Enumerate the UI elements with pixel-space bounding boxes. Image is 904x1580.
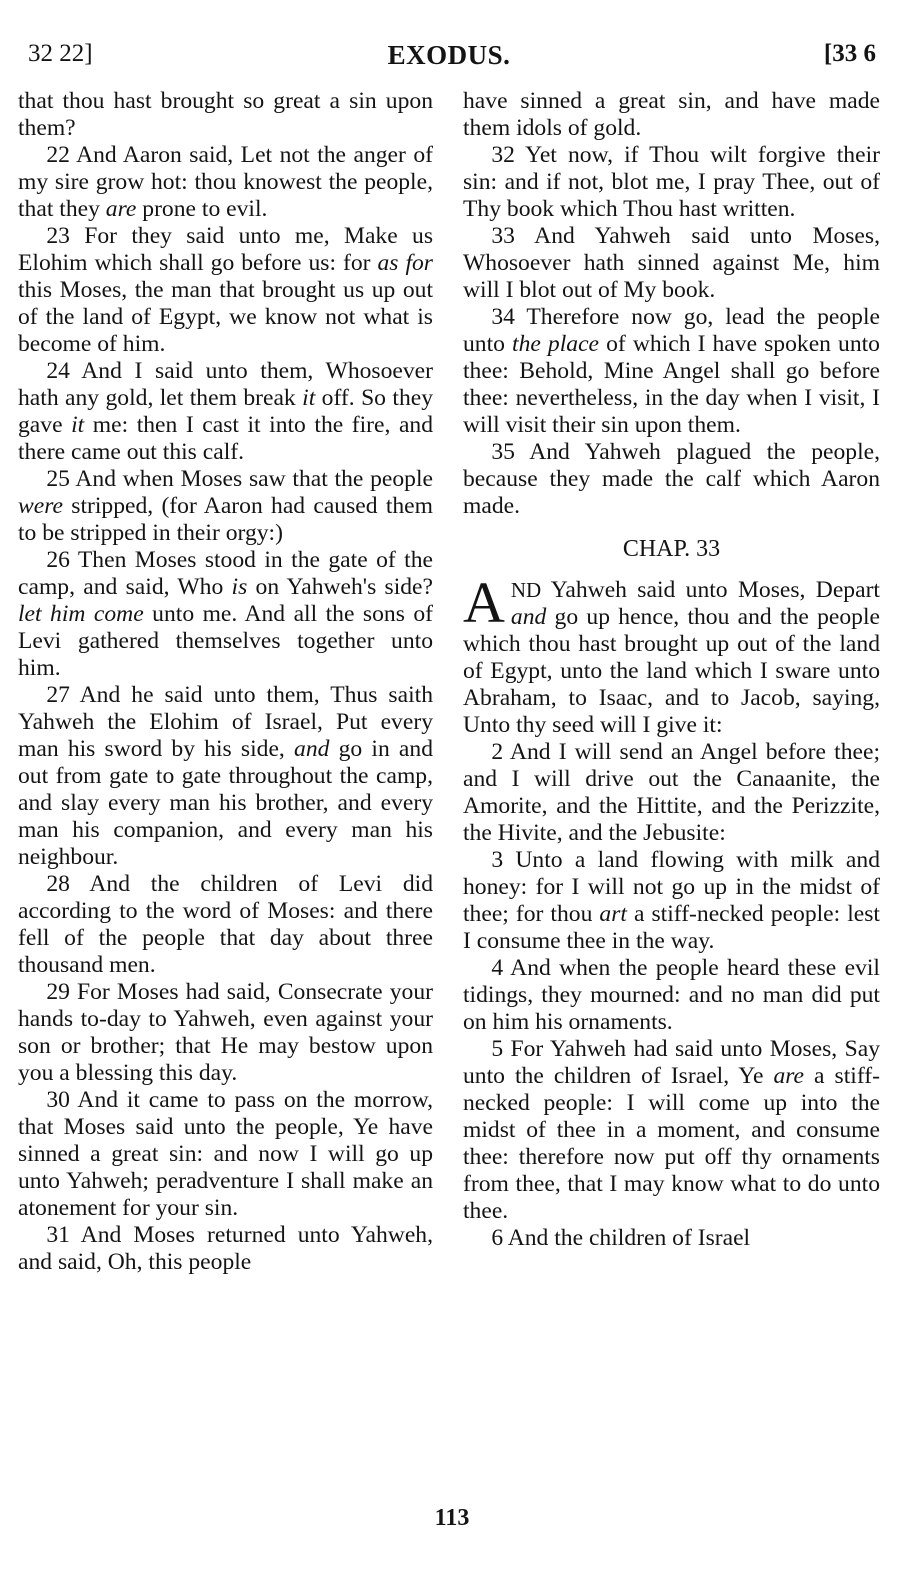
verse-text: 28 And the children of Levi did according to the word of Moses: and there fell of the people that day about three thousand men. <box>18 871 433 978</box>
verse-paragraph <box>18 223 433 358</box>
italic-text: are <box>105 196 137 222</box>
verse-paragraph <box>463 1225 880 1252</box>
verse-text: on Yahweh's side? <box>247 574 434 600</box>
verse-paragraph <box>463 739 880 847</box>
verse-text: 4 And when the people heard these evil tidings, they mourned: and no man did put on him his ornaments. <box>463 955 880 1035</box>
header-right-reference: [33 6 <box>823 40 876 67</box>
verse-text: me: then I cast it into the fire, and there came out this calf. <box>18 412 434 465</box>
verse-text: have sinned a great sin, and have made them idols of gold. <box>463 88 880 141</box>
verse-paragraph <box>18 979 433 1087</box>
verse-paragraph <box>18 547 433 682</box>
verse-text: 3 Unto a land flowing with milk and honey: for I will not go up in the midst of thee; for thou <box>463 847 880 927</box>
italic-text: let him come <box>18 601 144 627</box>
italic-text: as for <box>377 250 433 276</box>
italic-text: and <box>510 604 547 630</box>
verse-paragraph <box>463 847 880 955</box>
verse-paragraph <box>18 682 433 871</box>
verse-text: Yahweh said unto Moses, Depart <box>541 577 880 603</box>
verse-text: 2 And I will send an Angel before thee; and I will drive out the Canaanite, the Amorite, and the Hittite, and the Perizzite, the Hivite, and the Jebusite: <box>463 739 880 846</box>
verse-paragraph <box>18 88 433 142</box>
verse-text: 23 For they said unto me, Make us Elohim which shall go before us: for <box>18 223 433 276</box>
page-number: 113 <box>434 1505 470 1531</box>
verse-text: this Moses, the man that brought us up out of the land of Egypt, we know not what is become of him. <box>18 277 433 357</box>
verse-text: off. So they gave <box>18 385 434 438</box>
verse-text: 24 And I said unto them, Whosoever hath any gold, let them break <box>18 358 433 411</box>
verse-text: 33 And Yahweh said unto Moses, Whosoever hath sinned against Me, him will I blot out of My book. <box>463 223 880 303</box>
italic-text: is <box>231 574 248 600</box>
verse-text: 29 For Moses had said, Consecrate your hands to-day to Yahweh, even against your son or brother; that He may bestow upon you a blessing this day. <box>18 979 433 1086</box>
verse-paragraph <box>18 358 433 466</box>
verse-text: 34 Therefore now go, lead the people unto <box>463 304 880 357</box>
chapter-heading: CHAP. 33 <box>622 536 721 562</box>
verse-text: prone to evil. <box>136 196 268 222</box>
verse-text: 35 And Yahweh plagued the people, because they made the calf which Aaron made. <box>463 439 880 519</box>
chapter-first-verse <box>463 570 880 739</box>
verse-text: 32 Yet now, if Thou wilt forgive their sin: and if not, blot me, I pray Thee, out of Thy book which Thou hast written. <box>463 142 880 222</box>
verse-text: a stiff-necked people: I will come up into the midst of thee in a moment, and consume thee: therefore now put off thy ornaments from thee, that I may know what to do unto thee. <box>463 1063 880 1224</box>
verse-text: 30 And it came to pass on the morrow, that Moses said unto the people, Ye have sinned a great sin: and now I will go up unto Yahweh; peradventure I shall make an atonement for your sin. <box>18 1087 433 1221</box>
italic-text: were <box>18 493 63 519</box>
chapter-smallcaps: ND <box>510 578 542 602</box>
verse-text: of which I have spoken unto thee: Behold, Mine Angel shall go before thee: nevertheless, in the day when I visit, I will visit their sin upon them. <box>463 331 880 438</box>
header-left-reference: 32 22] <box>28 40 93 67</box>
verse-paragraph <box>463 223 880 304</box>
verse-paragraph <box>463 304 880 439</box>
verse-text: 27 And he said unto them, Thus saith Yahweh the Elohim of Israel, Put every man his sword by his side, <box>18 682 433 762</box>
verse-paragraph <box>18 1222 433 1276</box>
verse-paragraph <box>463 1036 880 1225</box>
running-header <box>18 40 880 80</box>
italic-text: the place <box>512 331 600 357</box>
right-column <box>463 88 880 1252</box>
verse-text: 26 Then Moses stood in the gate of the camp, and said, Who <box>18 547 433 600</box>
left-column <box>18 88 433 1276</box>
verse-text: go in and out from gate to gate throughout the camp, and slay every man his brother, and every man his companion, and every man his neighbour. <box>18 736 433 870</box>
verse-text: a stiff-necked people: lest I consume thee in the way. <box>463 901 880 954</box>
verse-text: unto me. And all the sons of Levi gathered themselves together unto him. <box>18 601 433 681</box>
italic-text: and <box>294 736 330 762</box>
right-column-verses-ch32 <box>463 88 880 520</box>
verse-paragraph <box>18 466 433 547</box>
verse-text: 5 For Yahweh had said unto Moses, Say unto the children of Israel, Ye <box>463 1036 880 1089</box>
header-book-title: EXODUS. <box>387 40 511 70</box>
italic-text: it <box>302 385 316 411</box>
verse-text: 31 And Moses returned unto Yahweh, and said, Oh, this people <box>18 1222 433 1275</box>
verse-text: 6 And the children of Israel <box>491 1225 751 1251</box>
verse-paragraph <box>463 955 880 1036</box>
italic-text: it <box>71 412 85 438</box>
italic-text: art <box>599 901 627 927</box>
verse-paragraph <box>463 439 880 520</box>
drop-cap: A <box>463 570 505 635</box>
verse-text: go up hence, thou and the people which thou hast brought up out of the land of Egypt, unto the land which I sware unto Abraham, to Isaac, and to Jacob, saying, Unto thy seed will I give it: <box>463 604 880 738</box>
verse-text: 22 And Aaron said, Let not the anger of my sire grow hot: thou knowest the people, that they <box>18 142 433 222</box>
verse-paragraph <box>18 1087 433 1222</box>
right-column-verses-ch33 <box>463 739 880 1252</box>
verse-text: stripped, (for Aaron had caused them to be stripped in their orgy:) <box>18 493 433 546</box>
verse-paragraph <box>463 88 880 142</box>
verse-text: that thou hast brought so great a sin upon them? <box>18 88 433 141</box>
verse-paragraph <box>463 142 880 223</box>
verse-paragraph <box>18 142 433 223</box>
verse-text: 25 And when Moses saw that the people <box>46 466 433 492</box>
italic-text: are <box>773 1063 805 1089</box>
verse-paragraph <box>18 871 433 979</box>
